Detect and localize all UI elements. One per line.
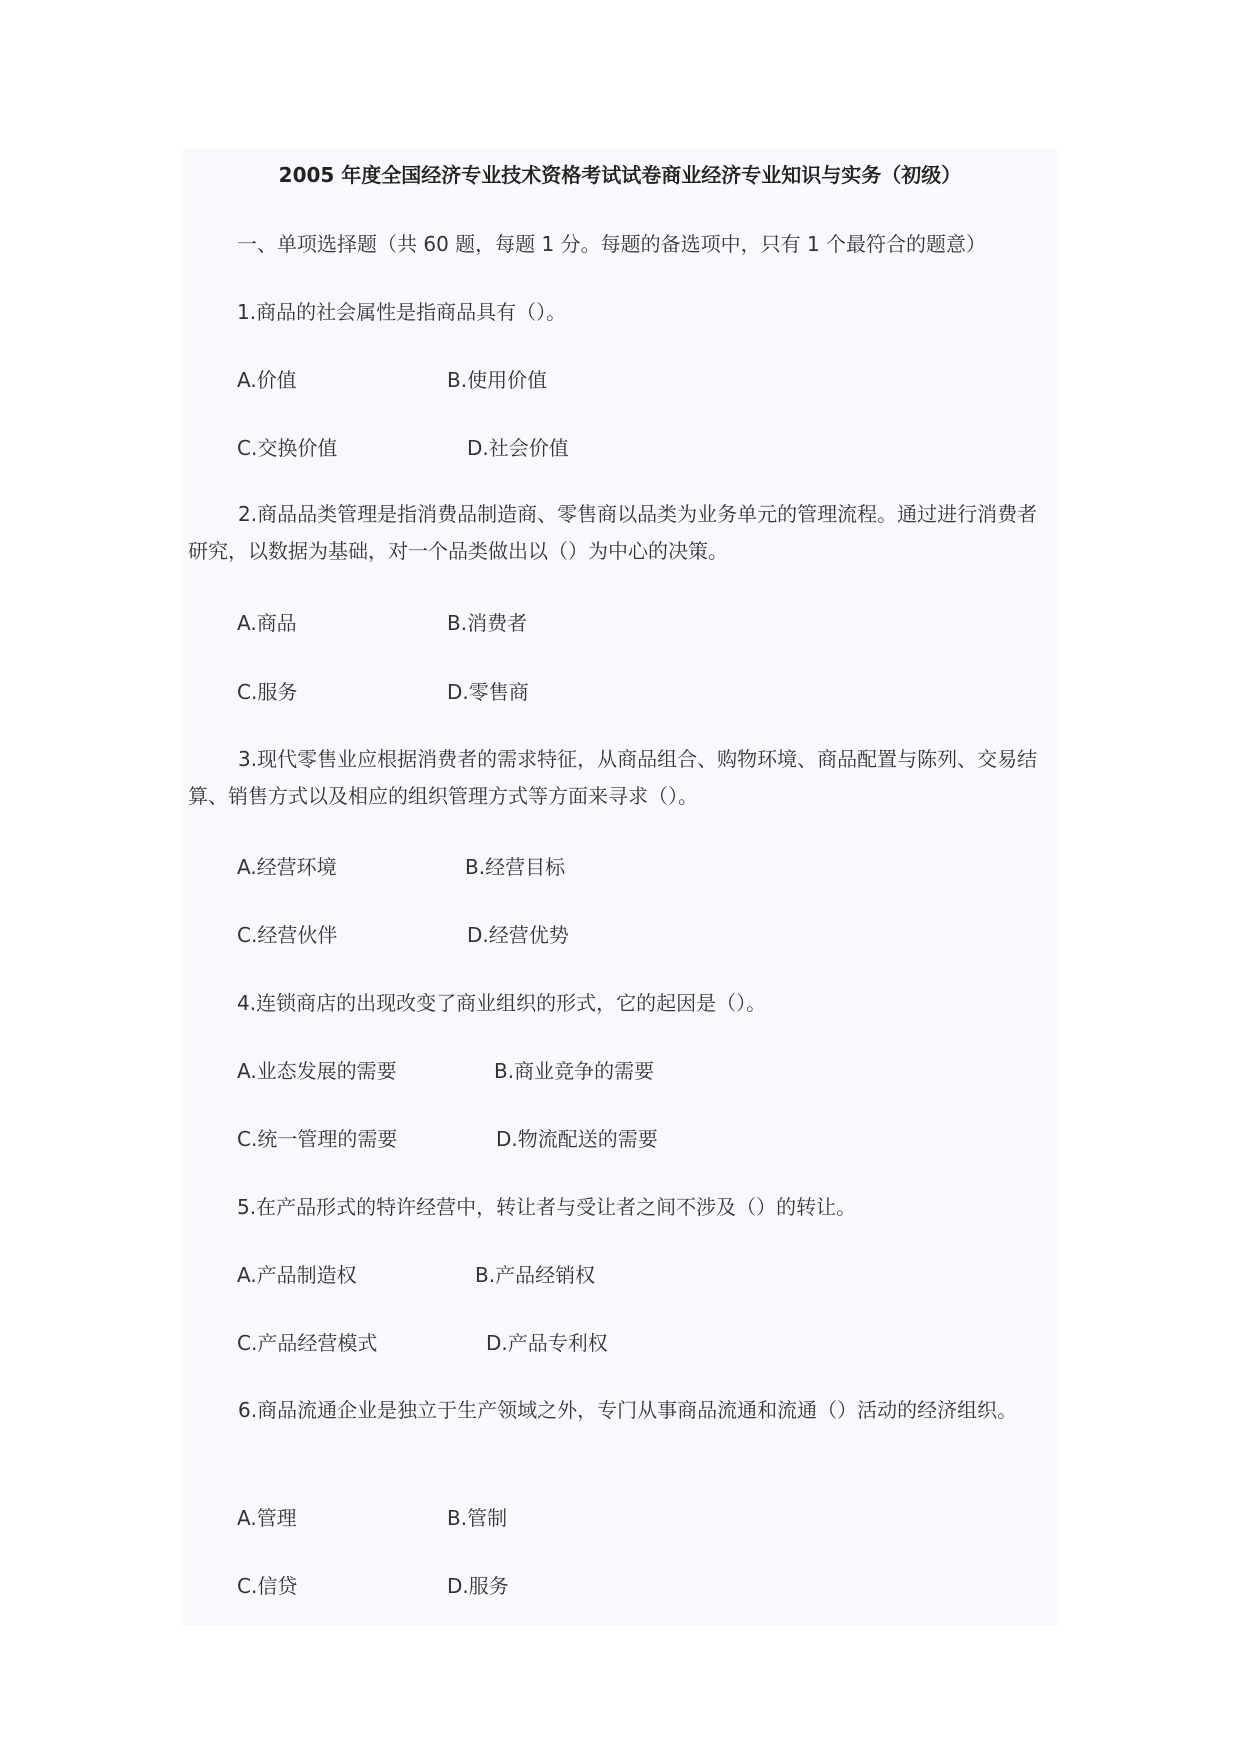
question-5-option-c: C.产品经营模式 [237,1331,378,1355]
question-3-option-b: B.经营目标 [465,855,566,879]
question-4-option-d: D.物流配送的需要 [496,1127,658,1151]
question-2-text: 2.商品品类管理是指消费品制造商、零售商以品类为业务单元的管理流程。通过进行消费者研究，以数据为基础，对一个品类做出以（）为中心的决策。 [188,502,1038,563]
question-6-option-b: B.管制 [447,1506,508,1530]
question-6-option-c: C.信贷 [237,1574,298,1598]
question-5-option-d: D.产品专利权 [486,1331,608,1355]
question-5-option-b: B.产品经销权 [475,1263,596,1287]
section-heading: 一、单项选择题（共 60 题，每题 1 分。每题的备选项中，只有 1 个最符合的题意） [237,232,987,256]
question-3-option-a: A.经营环境 [237,855,337,879]
question-2-option-a: A.商品 [237,611,297,635]
question-4-text: 4.连锁商店的出现改变了商业组织的形式，它的起因是（）。 [237,991,767,1015]
question-2-option-d: D.零售商 [447,680,529,704]
question-6-text: 6.商品流通企业是独立于生产领域之外，专门从事商品流通和流通（）活动的经济组织。 [238,1398,1018,1422]
question-1-option-a: A.价值 [237,368,297,392]
question-3-option-c: C.经营伙伴 [237,923,338,947]
question-2-option-c: C.服务 [237,680,298,704]
question-1-text: 1.商品的社会属性是指商品具有（）。 [237,300,567,324]
exam-title: 2005 年度全国经济专业技术资格考试试卷商业经济专业知识与实务（初级） [278,163,962,187]
question-2-option-b: B.消费者 [447,611,528,635]
question-1-option-c: C.交换价值 [237,436,338,460]
question-3-text: 3.现代零售业应根据消费者的需求特征，从商品组合、购物环境、商品配置与陈列、交易结算、销售方式以及相应的组织管理方式等方面来寻求（）。 [188,747,1038,808]
question-5-text: 5.在产品形式的特许经营中，转让者与受让者之间不涉及（）的转让。 [237,1195,857,1219]
question-4-option-b: B.商业竞争的需要 [494,1059,655,1083]
question-6-option-d: D.服务 [447,1574,509,1598]
question-1-option-b: B.使用价值 [447,368,548,392]
question-1-option-d: D.社会价值 [467,436,569,460]
question-3-option-d: D.经营优势 [467,923,569,947]
question-6-option-a: A.管理 [237,1506,297,1530]
question-5-option-a: A.产品制造权 [237,1263,357,1287]
question-4-option-a: A.业态发展的需要 [237,1059,397,1083]
question-4-option-c: C.统一管理的需要 [237,1127,398,1151]
